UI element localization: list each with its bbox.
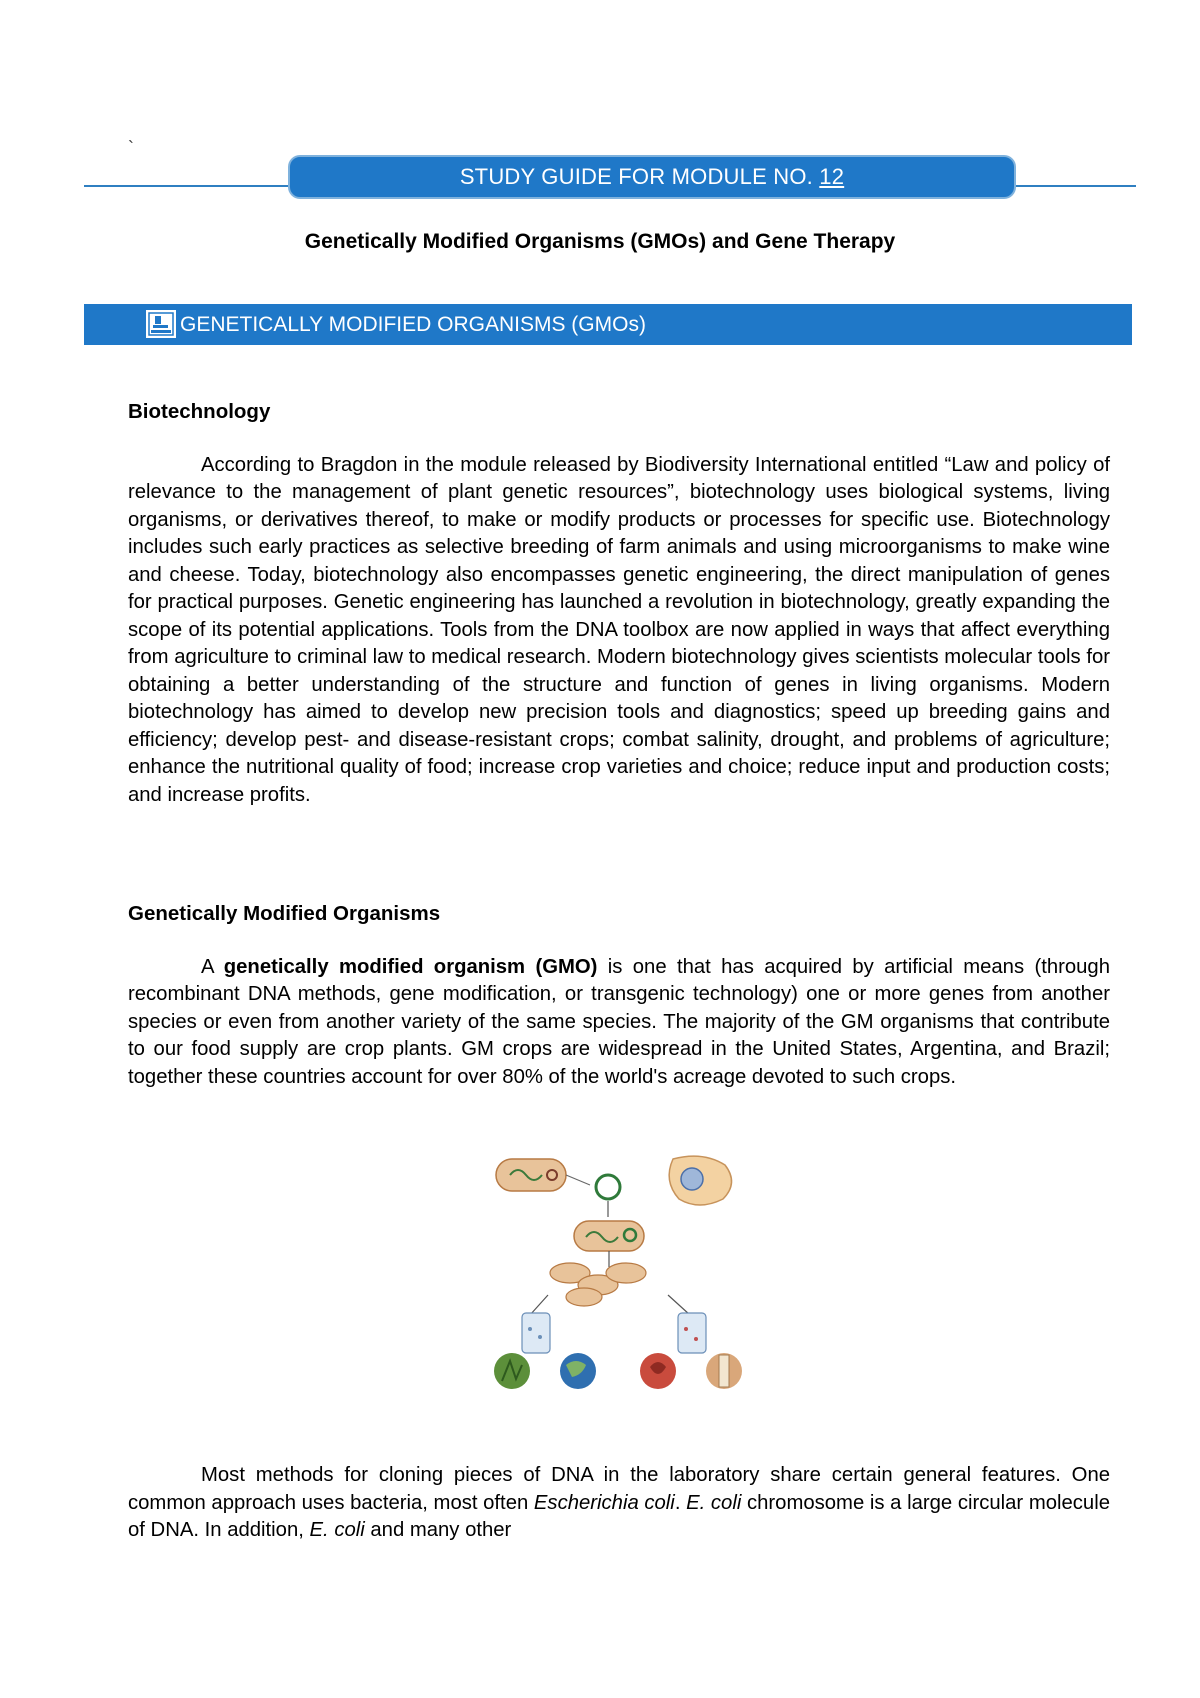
- cloning-text-3: chromosome is a large circular molecule of DNA. In addition,: [128, 1491, 1110, 1541]
- book-stand-icon: [146, 310, 176, 338]
- biotechnology-heading: Biotechnology: [128, 400, 271, 423]
- cloning-text-1: Most methods for cloning pieces of DNA in the laboratory share certain general features. One common approach uses bacteria, most often: [128, 1464, 1110, 1514]
- stray-tick-mark: `: [128, 138, 134, 158]
- test-tube-right: [678, 1313, 706, 1353]
- document-title: Genetically Modified Organisms (GMOs) and Gene Therapy: [304, 230, 896, 253]
- cloning-species-abbrev: E. coli: [686, 1491, 742, 1514]
- plasmid-circle: [596, 1175, 620, 1199]
- bacterium-cell-top: [496, 1159, 566, 1191]
- bone-image: [706, 1353, 742, 1389]
- gmo-text-rest: is one that has acquired by artificial means (through recombinant DNA methods, gene modification, or transgenic technology) one or more genes from another species or even from another variety of the same species. The majority of the GM organisms that contribute to our food supply are crop plants. GM crops are widespread in the United States, Argentina, and Brazil; together these countries account for over 80% of the world's acreage devoted to such crops.: [128, 955, 1110, 1088]
- cloning-species: Escherichia coli: [533, 1491, 675, 1514]
- gmo-section: [128, 900, 1110, 1091]
- module-label: [288, 155, 1016, 199]
- cloning-section: [128, 1462, 1110, 1545]
- test-tube-left: [522, 1313, 550, 1353]
- gmo-paragraph: [128, 954, 1110, 1092]
- gmo-term: genetically modified organism (GMO): [223, 955, 598, 978]
- cloning-text-2: .: [674, 1491, 687, 1514]
- gmo-heading: Genetically Modified Organisms: [128, 902, 441, 925]
- cloning-paragraph: [128, 1462, 1110, 1545]
- gene-cloning-diagram: [478, 1145, 761, 1393]
- module-number: 12: [819, 164, 845, 189]
- heart-image: [640, 1353, 676, 1389]
- study-guide-label: STUDY GUIDE FOR MODULE NO.: [459, 164, 813, 189]
- cloning-text-4: and many other: [364, 1519, 512, 1541]
- biotechnology-section: [128, 398, 1110, 809]
- module-banner: [84, 155, 1136, 205]
- biotechnology-paragraph: According to Bragdon in the module released by Biodiversity International entitled “Law and policy of relevance to the management of plant genetic resources”, biotechnology uses biological systems, living organisms, or derivatives thereof, to make or modify products or processes for specific use. Biotechnology includes such early practices as selective breeding of farm animals and using microorganisms to make wine and cheese. Today, biotechnology also encompasses genetic engineering, the direct manipulation of genes for practical purposes. Genetic engineering has launched a revolution in biotechnology, greatly expanding the scope of its potential applications. Tools from the DNA toolbox are now applied in ways that affect everything from agriculture to criminal law to medical research. Modern biotechnology gives scientists molecular tools for obtaining a better understanding of the structure and function of genes in living organisms. Modern biotechnology has aimed to develop new precision tools and diagnostics; speed up breeding gains and efficiency; develop pest- and disease-resistant crops; combat salinity, drought, and problems of agriculture; enhance the nutritional quality of food; increase crop varieties and choice; reduce input and production costs; and increase profits.: [128, 453, 1110, 806]
- recombinant-bacterium: [574, 1221, 644, 1251]
- section-title: GENETICALLY MODIFIED ORGANISMS (GMOs): [180, 313, 646, 336]
- gmo-text-start: A: [201, 955, 224, 978]
- plants-image: [494, 1353, 530, 1389]
- cloning-species-abbrev-2: E. coli: [309, 1519, 365, 1541]
- globe-image: [560, 1353, 596, 1389]
- section-header: [84, 304, 1132, 345]
- cell-with-gene: [669, 1156, 731, 1205]
